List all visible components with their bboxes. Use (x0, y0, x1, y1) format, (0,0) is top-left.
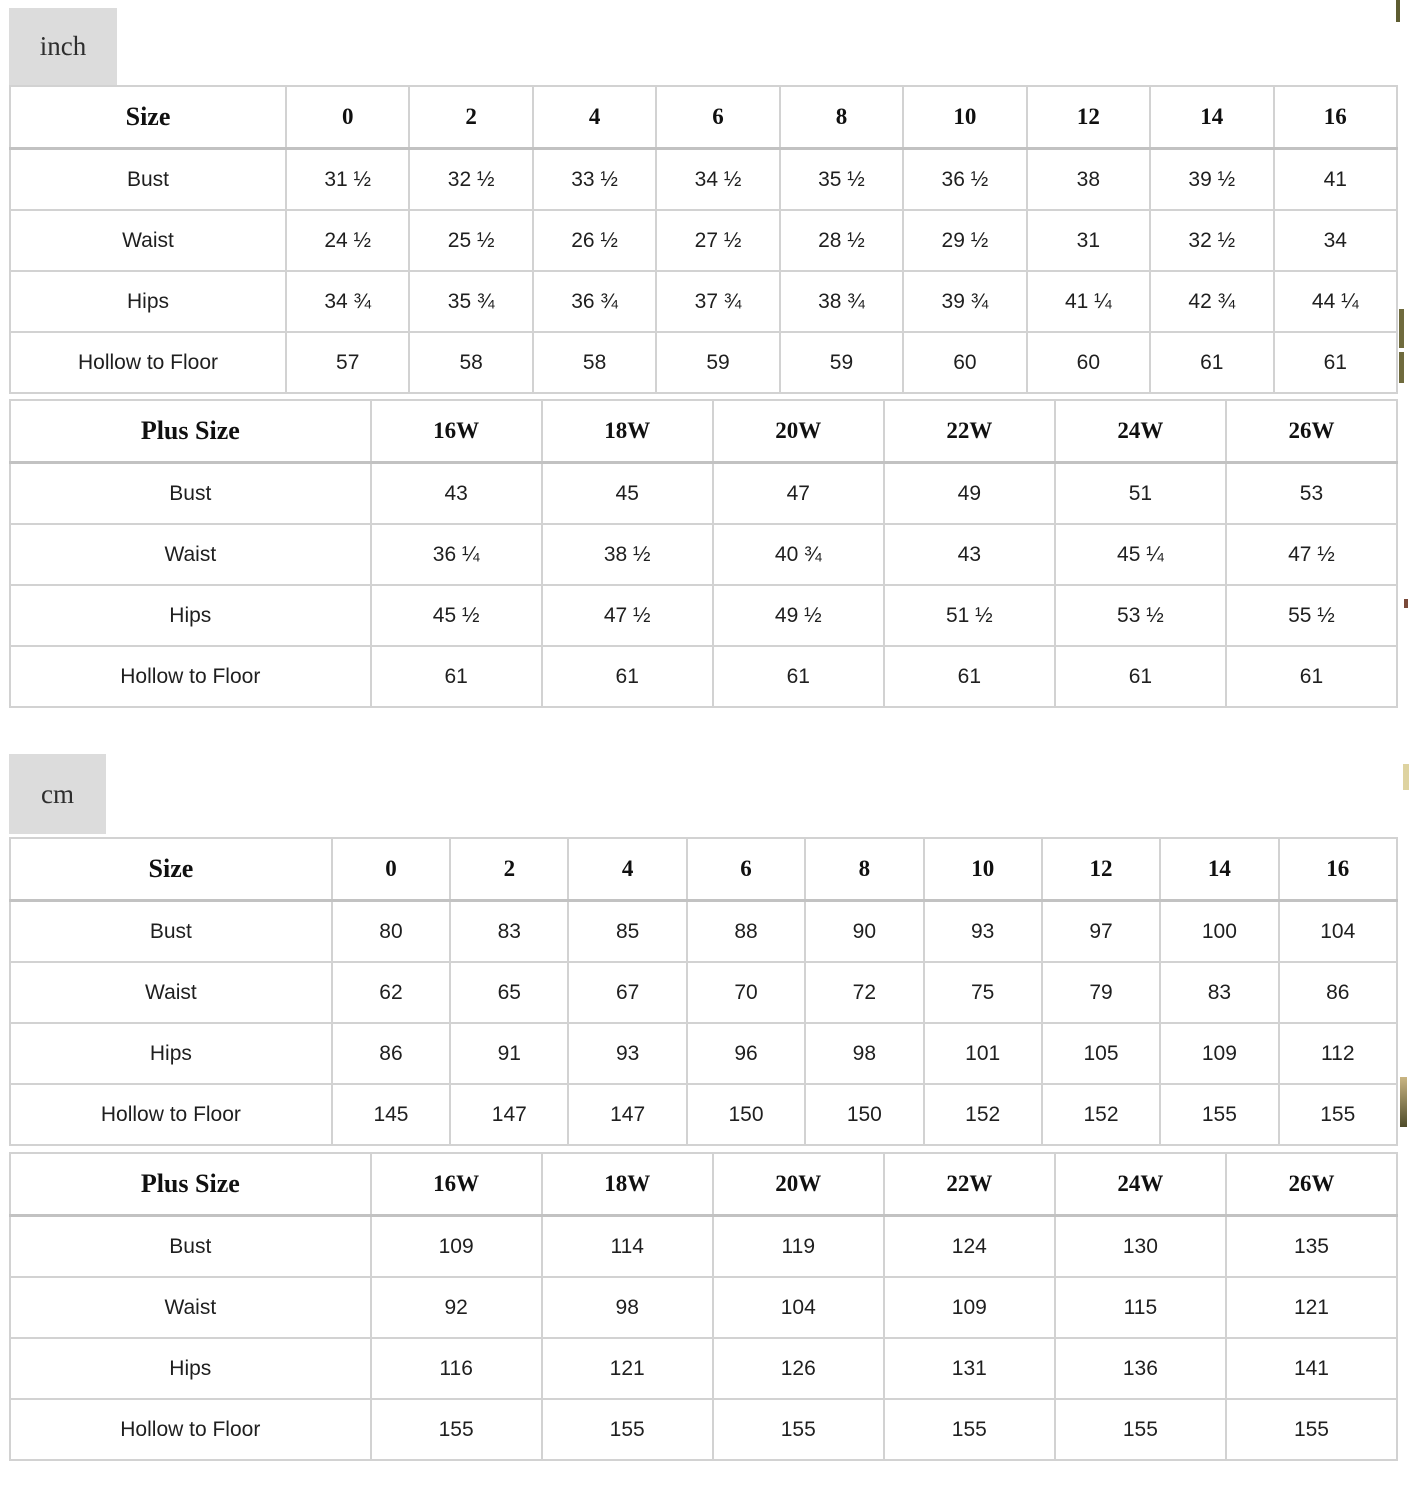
size-column-header: 16 (1274, 86, 1398, 149)
measurement-value-cell: 61 (1150, 332, 1273, 393)
size-column-header: 26W (1226, 1153, 1397, 1216)
table-row (10, 332, 1397, 393)
table-row (10, 585, 1397, 646)
size-column-header: 12 (1042, 838, 1160, 901)
measurement-value-cell: 155 (542, 1399, 713, 1460)
table-row (10, 1338, 1397, 1399)
measurement-value-cell: 72 (805, 962, 923, 1023)
measurement-value-cell: 43 (371, 463, 542, 525)
size-column-header: 6 (687, 838, 805, 901)
measurement-label-cell: Waist (10, 962, 332, 1023)
measurement-value-cell: 155 (1279, 1084, 1397, 1145)
measurement-value-cell: 36 ¼ (371, 524, 542, 585)
measurement-value-cell: 39 ¾ (903, 271, 1026, 332)
measurement-value-cell: 70 (687, 962, 805, 1023)
measurement-value-cell: 79 (1042, 962, 1160, 1023)
table-row (10, 149, 1397, 211)
measurement-value-cell: 75 (924, 962, 1042, 1023)
measurement-value-cell: 104 (713, 1277, 884, 1338)
measurement-value-cell: 136 (1055, 1338, 1226, 1399)
table-row (10, 962, 1397, 1023)
measurement-value-cell: 83 (450, 901, 568, 963)
size-column-header: 26W (1226, 400, 1397, 463)
size-column-header: 12 (1027, 86, 1150, 149)
header-row (10, 86, 1397, 149)
measurement-value-cell: 34 (1274, 210, 1398, 271)
measurement-value-cell: 37 ¾ (656, 271, 779, 332)
measurement-label-cell: Hips (10, 1023, 332, 1084)
measurement-value-cell: 150 (687, 1084, 805, 1145)
header-row (10, 1153, 1397, 1216)
measurement-value-cell: 109 (884, 1277, 1055, 1338)
measurement-value-cell: 35 ½ (780, 149, 903, 211)
measurement-value-cell: 155 (1226, 1399, 1397, 1460)
measurement-value-cell: 29 ½ (903, 210, 1026, 271)
measurement-value-cell: 39 ½ (1150, 149, 1273, 211)
edge-artifact-mark (1399, 352, 1404, 383)
measurement-value-cell: 47 ½ (1226, 524, 1397, 585)
measurement-value-cell: 147 (450, 1084, 568, 1145)
measurement-value-cell: 61 (1274, 332, 1398, 393)
measurement-value-cell: 49 ½ (713, 585, 884, 646)
header-row (10, 838, 1397, 901)
tab-inch[interactable]: inch (9, 8, 117, 85)
measurement-value-cell: 27 ½ (656, 210, 779, 271)
measurement-value-cell: 41 ¼ (1027, 271, 1150, 332)
measurement-label-cell: Waist (10, 1277, 371, 1338)
size-column-header: 10 (924, 838, 1042, 901)
edge-artifact-mark (1403, 764, 1409, 790)
measurement-label-cell: Bust (10, 149, 286, 211)
measurement-value-cell: 60 (1027, 332, 1150, 393)
size-column-header: 4 (568, 838, 686, 901)
size-column-header: 24W (1055, 1153, 1226, 1216)
measurement-value-cell: 119 (713, 1216, 884, 1278)
size-column-header: 0 (286, 86, 409, 149)
edge-artifact-mark (1404, 599, 1408, 608)
size-column-header: 18W (542, 1153, 713, 1216)
measurement-value-cell: 53 (1226, 463, 1397, 525)
measurement-value-cell: 100 (1160, 901, 1278, 963)
size-column-header: 8 (805, 838, 923, 901)
measurement-label-cell: Hips (10, 585, 371, 646)
measurement-value-cell: 130 (1055, 1216, 1226, 1278)
measurement-value-cell: 61 (884, 646, 1055, 707)
measurement-value-cell: 36 ¾ (533, 271, 656, 332)
measurement-value-cell: 40 ¾ (713, 524, 884, 585)
edge-artifact-mark (1400, 1077, 1407, 1127)
measurement-label-cell: Waist (10, 524, 371, 585)
size-column-header: 4 (533, 86, 656, 149)
measurement-value-cell: 47 (713, 463, 884, 525)
measurement-value-cell: 115 (1055, 1277, 1226, 1338)
table-row (10, 210, 1397, 271)
size-column-header: 16W (371, 400, 542, 463)
measurement-value-cell: 135 (1226, 1216, 1397, 1278)
measurement-value-cell: 147 (568, 1084, 686, 1145)
measurement-value-cell: 98 (805, 1023, 923, 1084)
measurement-label-cell: Hips (10, 1338, 371, 1399)
measurement-value-cell: 155 (1055, 1399, 1226, 1460)
measurement-value-cell: 131 (884, 1338, 1055, 1399)
inch-plus-size-table (9, 399, 1398, 708)
measurement-value-cell: 45 (542, 463, 713, 525)
measurement-value-cell: 31 ½ (286, 149, 409, 211)
measurement-value-cell: 93 (568, 1023, 686, 1084)
size-column-header: 8 (780, 86, 903, 149)
measurement-value-cell: 152 (924, 1084, 1042, 1145)
measurement-value-cell: 98 (542, 1277, 713, 1338)
size-column-header: 14 (1160, 838, 1278, 901)
measurement-label-cell: Bust (10, 901, 332, 963)
measurement-value-cell: 155 (371, 1399, 542, 1460)
measurement-value-cell: 47 ½ (542, 585, 713, 646)
measurement-value-cell: 141 (1226, 1338, 1397, 1399)
measurement-value-cell: 86 (1279, 962, 1397, 1023)
measurement-value-cell: 44 ¼ (1274, 271, 1398, 332)
table-row (10, 1277, 1397, 1338)
measurement-value-cell: 155 (884, 1399, 1055, 1460)
measurement-label-cell: Hips (10, 271, 286, 332)
measurement-value-cell: 35 ¾ (409, 271, 532, 332)
measurement-value-cell: 105 (1042, 1023, 1160, 1084)
measurement-value-cell: 32 ½ (1150, 210, 1273, 271)
measurement-value-cell: 33 ½ (533, 149, 656, 211)
measurement-value-cell: 61 (371, 646, 542, 707)
measurement-value-cell: 116 (371, 1338, 542, 1399)
measurement-value-cell: 121 (1226, 1277, 1397, 1338)
measurement-value-cell: 38 (1027, 149, 1150, 211)
measurement-value-cell: 24 ½ (286, 210, 409, 271)
size-column-header: 24W (1055, 400, 1226, 463)
size-column-header: 18W (542, 400, 713, 463)
measurement-value-cell: 88 (687, 901, 805, 963)
size-column-header: 22W (884, 1153, 1055, 1216)
measurement-value-cell: 97 (1042, 901, 1160, 963)
measurement-value-cell: 43 (884, 524, 1055, 585)
measurement-value-cell: 145 (332, 1084, 450, 1145)
edge-artifact-mark (1396, 0, 1400, 22)
measurement-value-cell: 45 ¼ (1055, 524, 1226, 585)
measurement-value-cell: 59 (780, 332, 903, 393)
measurement-value-cell: 60 (903, 332, 1026, 393)
measurement-value-cell: 86 (332, 1023, 450, 1084)
measurement-value-cell: 91 (450, 1023, 568, 1084)
cm-plus-size-table (9, 1152, 1398, 1461)
size-column-header: 6 (656, 86, 779, 149)
measurement-label-cell: Hollow to Floor (10, 332, 286, 393)
measurement-value-cell: 38 ½ (542, 524, 713, 585)
measurement-value-cell: 104 (1279, 901, 1397, 963)
size-column-header: 2 (409, 86, 532, 149)
section-inch (0, 0, 1409, 708)
measurement-label-cell: Hollow to Floor (10, 1084, 332, 1145)
measurement-value-cell: 65 (450, 962, 568, 1023)
header-row (10, 400, 1397, 463)
inch-standard-size-table (9, 85, 1398, 394)
measurement-value-cell: 155 (1160, 1084, 1278, 1145)
measurement-value-cell: 109 (371, 1216, 542, 1278)
measurement-label-cell: Bust (10, 463, 371, 525)
measurement-value-cell: 93 (924, 901, 1042, 963)
measurement-value-cell: 32 ½ (409, 149, 532, 211)
measurement-value-cell: 51 ½ (884, 585, 1055, 646)
size-column-header: 10 (903, 86, 1026, 149)
measurement-label-cell: Hollow to Floor (10, 1399, 371, 1460)
measurement-value-cell: 152 (1042, 1084, 1160, 1145)
measurement-value-cell: 101 (924, 1023, 1042, 1084)
tab-cm[interactable]: cm (9, 754, 106, 834)
measurement-label-cell: Bust (10, 1216, 371, 1278)
measurement-value-cell: 85 (568, 901, 686, 963)
table-row (10, 646, 1397, 707)
measurement-value-cell: 57 (286, 332, 409, 393)
table-row (10, 524, 1397, 585)
measurement-value-cell: 61 (1226, 646, 1397, 707)
table-row (10, 1216, 1397, 1278)
size-column-header: 16W (371, 1153, 542, 1216)
measurement-value-cell: 96 (687, 1023, 805, 1084)
measurement-value-cell: 112 (1279, 1023, 1397, 1084)
size-column-header: 16 (1279, 838, 1397, 901)
measurement-value-cell: 62 (332, 962, 450, 1023)
measurement-value-cell: 92 (371, 1277, 542, 1338)
size-column-header: 20W (713, 400, 884, 463)
measurement-value-cell: 67 (568, 962, 686, 1023)
measurement-value-cell: 36 ½ (903, 149, 1026, 211)
measure-column-header: Plus Size (10, 1153, 371, 1216)
table-row (10, 1084, 1397, 1145)
measurement-value-cell: 31 (1027, 210, 1150, 271)
measurement-value-cell: 49 (884, 463, 1055, 525)
table-row (10, 271, 1397, 332)
measurement-value-cell: 80 (332, 901, 450, 963)
measurement-value-cell: 121 (542, 1338, 713, 1399)
measurement-value-cell: 38 ¾ (780, 271, 903, 332)
edge-artifact-mark (1399, 309, 1404, 348)
section-cm (0, 754, 1409, 1461)
measurement-value-cell: 61 (1055, 646, 1226, 707)
measurement-value-cell: 41 (1274, 149, 1398, 211)
measurement-value-cell: 61 (542, 646, 713, 707)
size-column-header: 0 (332, 838, 450, 901)
measurement-value-cell: 58 (409, 332, 532, 393)
size-column-header: 2 (450, 838, 568, 901)
measurement-value-cell: 150 (805, 1084, 923, 1145)
measurement-value-cell: 90 (805, 901, 923, 963)
measurement-value-cell: 55 ½ (1226, 585, 1397, 646)
measurement-value-cell: 61 (713, 646, 884, 707)
measurement-value-cell: 51 (1055, 463, 1226, 525)
measurement-label-cell: Hollow to Floor (10, 646, 371, 707)
measurement-value-cell: 58 (533, 332, 656, 393)
cm-standard-size-table (9, 837, 1398, 1146)
measurement-value-cell: 45 ½ (371, 585, 542, 646)
measurement-value-cell: 109 (1160, 1023, 1278, 1084)
measurement-value-cell: 83 (1160, 962, 1278, 1023)
size-column-header: 22W (884, 400, 1055, 463)
measure-column-header: Plus Size (10, 400, 371, 463)
measurement-value-cell: 114 (542, 1216, 713, 1278)
measurement-value-cell: 34 ¾ (286, 271, 409, 332)
measurement-value-cell: 53 ½ (1055, 585, 1226, 646)
table-row (10, 1023, 1397, 1084)
table-row (10, 463, 1397, 525)
measurement-value-cell: 26 ½ (533, 210, 656, 271)
measurement-value-cell: 34 ½ (656, 149, 779, 211)
table-row (10, 1399, 1397, 1460)
measurement-value-cell: 155 (713, 1399, 884, 1460)
measurement-value-cell: 59 (656, 332, 779, 393)
measure-column-header: Size (10, 86, 286, 149)
measure-column-header: Size (10, 838, 332, 901)
size-column-header: 20W (713, 1153, 884, 1216)
measurement-value-cell: 42 ¾ (1150, 271, 1273, 332)
measurement-value-cell: 126 (713, 1338, 884, 1399)
table-row (10, 901, 1397, 963)
size-column-header: 14 (1150, 86, 1273, 149)
measurement-label-cell: Waist (10, 210, 286, 271)
measurement-value-cell: 25 ½ (409, 210, 532, 271)
measurement-value-cell: 28 ½ (780, 210, 903, 271)
measurement-value-cell: 124 (884, 1216, 1055, 1278)
